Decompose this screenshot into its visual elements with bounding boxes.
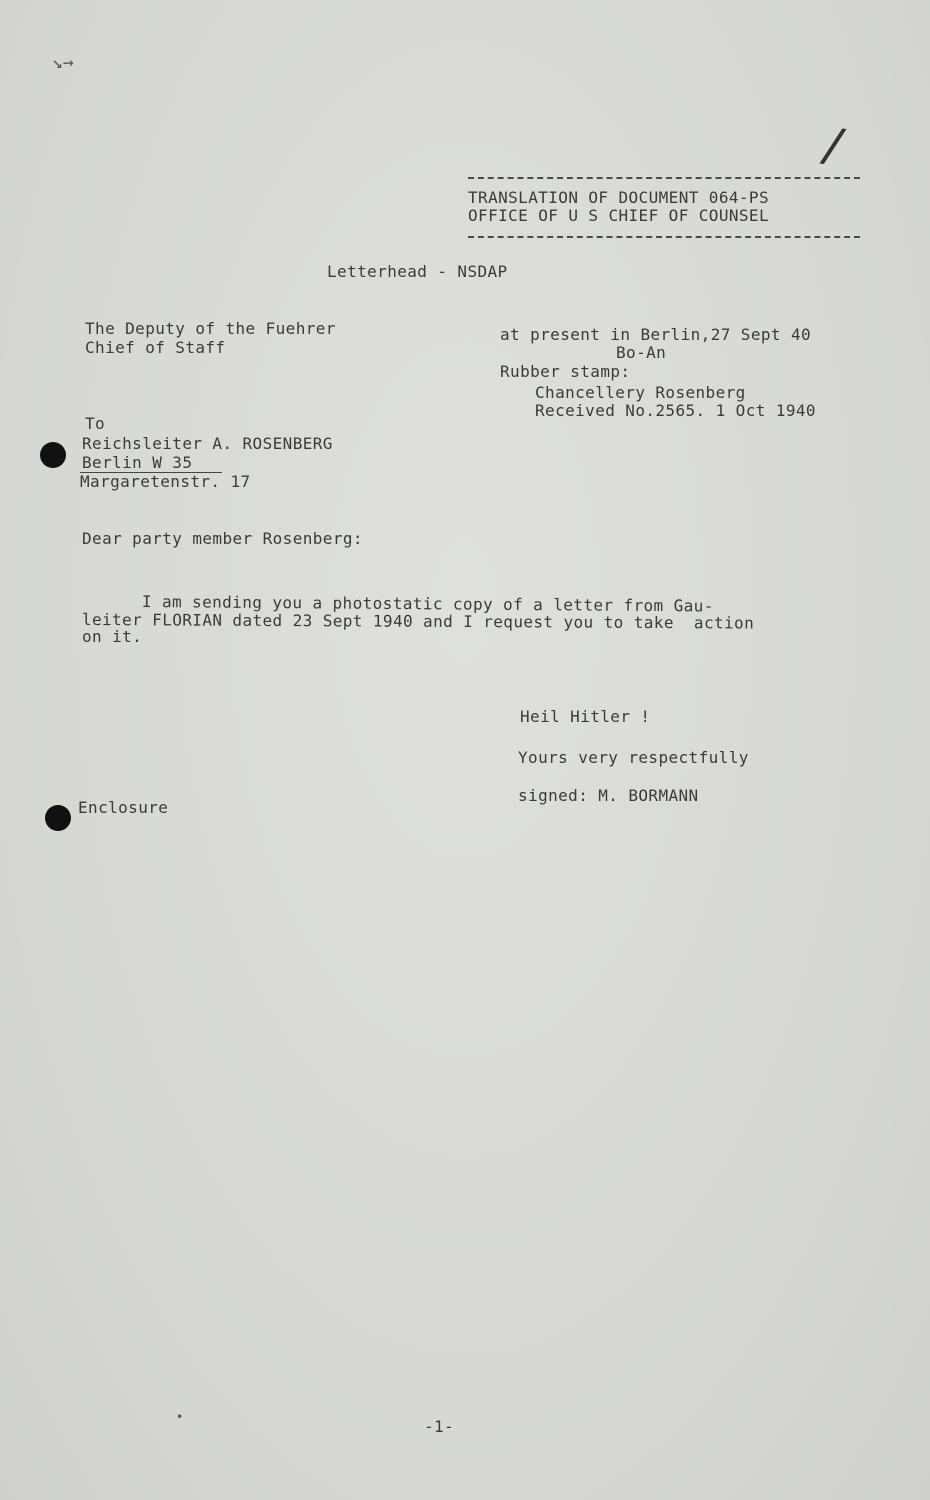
salutation: Dear party member Rosenberg: bbox=[82, 529, 363, 548]
recipient-to: To bbox=[85, 414, 106, 433]
sender-title: The Deputy of the Fuehrer bbox=[85, 319, 336, 338]
closing-phrase: Yours very respectfully bbox=[518, 748, 749, 767]
body-line-2: leiter FLORIAN dated 23 Sept 1940 and I request you to take action bbox=[81, 610, 755, 633]
recipient-city: Berlin W 35 bbox=[82, 453, 193, 472]
stamp-received: Received No.2565. 1 Oct 1940 bbox=[535, 401, 816, 420]
page-number: -1- bbox=[424, 1417, 455, 1436]
punch-hole-top bbox=[40, 442, 66, 468]
letterhead: Letterhead - NSDAP bbox=[327, 262, 508, 281]
recipient-street: Margaretenstr. 17 bbox=[80, 472, 251, 491]
enclosure-note: Enclosure bbox=[78, 798, 169, 817]
body-line-1: I am sending you a photostatic copy of a letter from Gau- bbox=[141, 592, 714, 616]
recipient-name: Reichsleiter A. ROSENBERG bbox=[82, 434, 333, 453]
stamp-office: Chancellery Rosenberg bbox=[535, 383, 746, 402]
ink-mark-top-left: ↘→ bbox=[52, 52, 74, 73]
stamp-label: Rubber stamp: bbox=[500, 362, 631, 381]
ink-speck-bottom: • bbox=[176, 1410, 184, 1424]
pencil-check-mark: / bbox=[816, 116, 852, 174]
header-office: OFFICE OF U S CHIEF OF COUNSEL bbox=[468, 206, 769, 225]
header-bottom-rule bbox=[468, 236, 860, 238]
header-top-rule bbox=[468, 177, 860, 179]
closing-salute: Heil Hitler ! bbox=[520, 707, 651, 726]
header-title: TRANSLATION OF DOCUMENT 064-PS bbox=[468, 188, 769, 207]
sender-subtitle: Chief of Staff bbox=[85, 338, 226, 357]
signature-line: signed: M. BORMANN bbox=[518, 786, 699, 805]
place-date: at present in Berlin,27 Sept 40 bbox=[500, 325, 812, 344]
punch-hole-bottom bbox=[45, 805, 71, 831]
body-line-3: on it. bbox=[82, 627, 143, 646]
reference-initials: Bo-An bbox=[616, 343, 667, 362]
